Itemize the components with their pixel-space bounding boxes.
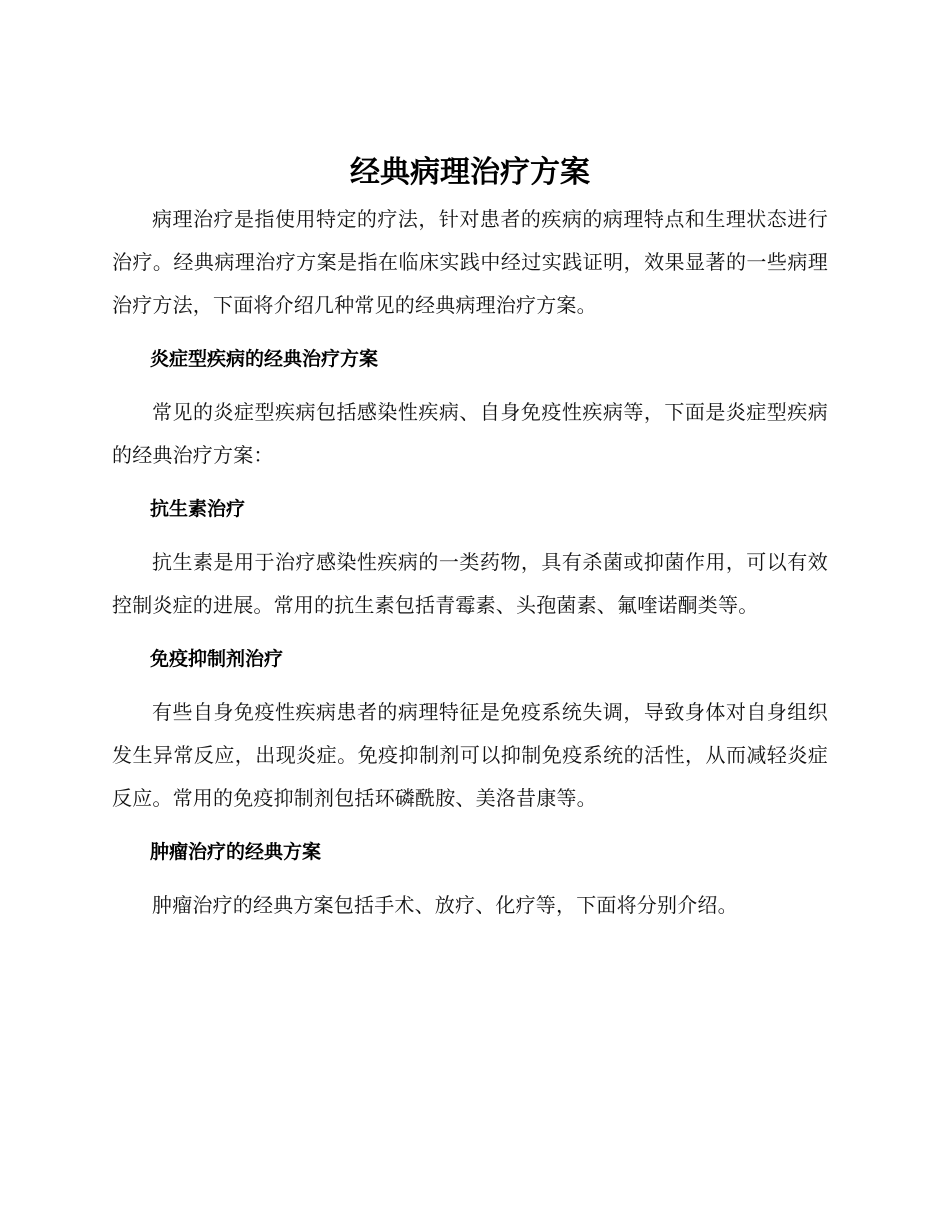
section-heading-antibiotics: 抗生素治疗 [150,498,246,520]
section-heading-inflammatory: 炎症型疾病的经典治疗方案 [150,348,379,370]
section-paragraph-immunosuppressants: 有些自身免疫性疾病患者的病理特征是免疫系统失调，导致身体对自身组织发生异常反应，出现炎症。免疫抑制剂可以抑制免疫系统的活性，从而减轻炎症反应。常用的免疫抑制剂包括环磷酰胺、美洛昔康等。 [112,700,828,810]
section-paragraph-inflammatory: 常见的炎症型疾病包括感染性疾病、自身免疫性疾病等，下面是炎症型疾病的经典治疗方案： [112,400,828,467]
intro-paragraph: 病理治疗是指使用特定的疗法，针对患者的疾病的病理特点和生理状态进行治疗。经典病理治疗方案是指在临床实践中经过实践证明，效果显著的一些病理治疗方法，下面将介绍几种常见的经典病理治疗方案。 [112,207,828,317]
document-title: 经典病理治疗方案 [350,155,590,190]
section-paragraph-antibiotics: 抗生素是用于治疗感染性疾病的一类药物，具有杀菌或抑菌作用，可以有效控制炎症的进展。常用的抗生素包括青霉素、头孢菌素、氟喹诺酮类等。 [112,550,828,617]
section-heading-immunosuppressants: 免疫抑制剂治疗 [150,648,284,670]
document-body [112,150,828,927]
section-paragraph-tumor: 肿瘤治疗的经典方案包括手术、放疗、化疗等，下面将分别介绍。 [152,893,738,917]
section-heading-tumor: 肿瘤治疗的经典方案 [150,841,322,863]
